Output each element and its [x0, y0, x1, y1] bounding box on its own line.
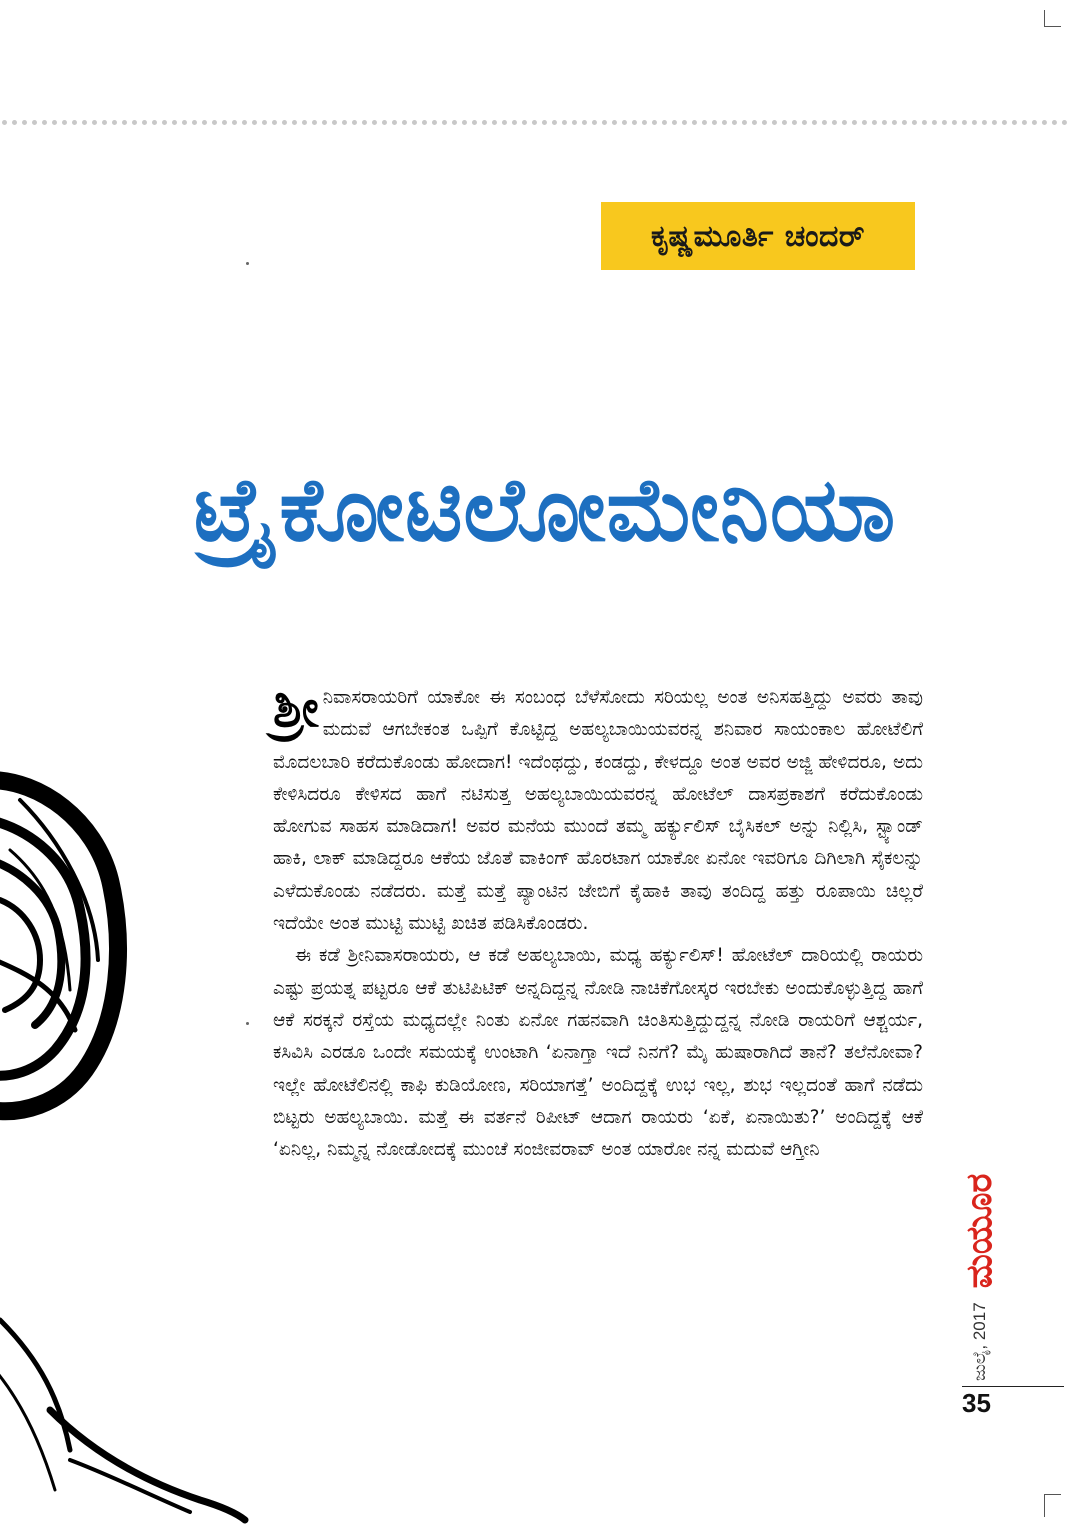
ink-illustration [0, 760, 250, 1525]
crop-mark-top-right [1044, 10, 1061, 27]
article-paragraph [273, 678, 923, 940]
magazine-sidebar [955, 1125, 1005, 1395]
paragraph-text: ನಿವಾಸರಾಯರಿಗೆ ಯಾಕೋ ಈ ಸಂಬಂಧ ಬೆಳೆಸೋದು ಸರಿಯಲ್ಲ ಅಂತ ಅನಿಸಹತ್ತಿದ್ದು ಅವರು ತಾವು ಮದುವೆ ಆಗಬೇಕಂತ ಒಪ್ಪಿಗೆ ಕೊಟ್ಟಿದ್ದ ಅಹಲ್ಯಬಾಯಿಯವರನ್ನ ಶನಿವಾರ ಸಾಯಂಕಾಲ ಹೋಟೆಲಿಗೆ ಮೊದಲಬಾರಿ ಕರೆದುಕೊಂಡು ಹೋದಾಗ! ಇದೆಂಥದ್ದು, ಕಂಡದ್ದು, ಕೇಳದ್ದೂ ಅಂತ ಅವರ ಅಜ್ಜಿ ಹೇಳಿದರೂ, ಅದು ಕೇಳಿಸಿದರೂ ಕೇಳಿಸದ ಹಾಗೆ ನಟಿಸುತ್ತ ಅಹಲ್ಯಬಾಯಿಯವರನ್ನ ಹೋಟೆಲ್ ದಾಸಪ್ರಕಾಶಗೆ ಕರೆದುಕೊಂಡು ಹೋಗುವ ಸಾಹಸ ಮಾಡಿದಾಗ! ಅವರ ಮನೆಯ ಮುಂದೆ ತಮ್ಮ ಹರ್ಕ್ಯುಲಿಸ್ ಬೈಸಿಕಲ್ ಅನ್ನು ನಿಲ್ಲಿಸಿ, ಸ್ಟ್ಯಾಂಡ್ ಹಾಕಿ, ಲಾಕ್ ಮಾಡಿದ್ದರೂ ಆಕೆಯ ಜೊತೆ ವಾಕಿಂಗ್ ಹೊರಟಾಗ ಯಾಕೋ ಏನೋ ಇವರಿಗೂ ದಿಗಿಲಾಗಿ ಸೈಕಲನ್ನು ಎಳೆದುಕೊಂಡು ನಡೆದರು. ಮತ್ತೆ ಮತ್ತೆ ಪ್ಯಾಂಟಿನ ಜೇಬಿಗೆ ಕೈಹಾಕಿ ತಾವು ತಂದಿದ್ದ ಹತ್ತು ರೂಪಾಯಿ ಚಿಲ್ಲರೆ ಇದೆಯೇ ಅಂತ ಮುಟ್ಟಿ ಮುಟ್ಟಿ ಖಚಿತ ಪಡಿಸಿಕೊಂಡರು. [273, 687, 923, 935]
folio-rule [962, 1386, 1064, 1387]
ink-speck [246, 262, 249, 265]
article-body [273, 678, 923, 1166]
crop-mark-bottom-right [1044, 1494, 1061, 1517]
article-paragraph: ಈ ಕಡೆ ಶ್ರೀನಿವಾಸರಾಯರು, ಆ ಕಡೆ ಅಹಲ್ಯಬಾಯಿ, ಮಧ್ಯ ಹರ್ಕ್ಯುಲಿಸ್! ಹೋಟೆಲ್ ದಾರಿಯಲ್ಲಿ ರಾಯರು ಎಷ್ಟು ಪ್ರಯತ್ನ ಪಟ್ಟರೂ ಆಕೆ ತುಟಿಪಿಟಿಕ್ ಅನ್ನದಿದ್ದನ್ನ ನೋಡಿ ನಾಚಿಕೆಗೋಸ್ಕರ ಇರಬೇಕು ಅಂದುಕೊಳ್ಳುತ್ತಿದ್ದ ಹಾಗೆ ಆಕೆ ಸರಕ್ಕನೆ ರಸ್ತೆಯ ಮಧ್ಯದಲ್ಲೇ ನಿಂತು ಏನೋ ಗಹನವಾಗಿ ಚಿಂತಿಸುತ್ತಿದ್ದುದ್ದನ್ನ ನೋಡಿ ರಾಯರಿಗೆ ಆಶ್ಚರ್ಯ, ಕಸಿವಿಸಿ ಎರಡೂ ಒಂದೇ ಸಮಯಕ್ಕೆ ಉಂಟಾಗಿ ‘ಏನಾಗ್ತಾ ಇದೆ ನಿನಗೆ? ಮೈ ಹುಷಾರಾಗಿದೆ ತಾನೆ? ತಲೆನೋವಾ? ಇಲ್ಲೇ ಹೋಟೆಲಿನಲ್ಲಿ ಕಾಫಿ ಕುಡಿಯೋಣ, ಸರಿಯಾಗತ್ತೆ’ ಅಂದಿದ್ದಕ್ಕೆ ಉಭ ಇಲ್ಲ, ಶುಭ ಇಲ್ಲದಂತೆ ಹಾಗೆ ನಡೆದು ಬಿಟ್ಟರು ಅಹಲ್ಯಬಾಯಿ. ಮತ್ತೆ ಈ ವರ್ತನೆ ರಿಪೀಟ್ ಆದಾಗ ರಾಯರು ‘ಏಕೆ, ಏನಾಯಿತು?’ ಅಂದಿದ್ದಕ್ಕೆ ಆಕೆ ‘ಏನಿಲ್ಲ, ನಿಮ್ಮನ್ನ ನೋಡೋದಕ್ಕೆ ಮುಂಚೆ ಸಂಜೀವರಾವ್ ಅಂತ ಯಾರೋ ನನ್ನ ಮದುವೆ ಆಗ್ತೀನಿ [273, 945, 923, 1161]
issue-date: ಜುಲೈ, 2017 [970, 1302, 989, 1381]
author-byline-box [601, 202, 915, 270]
page-number: 35 [962, 1388, 991, 1418]
story-title: ಟ್ರೈಕೋಟಿಲೋಮೇನಿಯಾ [193, 458, 897, 561]
author-name: ಕೃಷ್ಣಮೂರ್ತಿ ಚಂದರ್ [651, 218, 865, 254]
drop-cap: ಶ್ರೀ [273, 678, 319, 739]
dotted-divider [2, 120, 1068, 125]
magazine-name: ಮಯೂರ [959, 1173, 1000, 1289]
